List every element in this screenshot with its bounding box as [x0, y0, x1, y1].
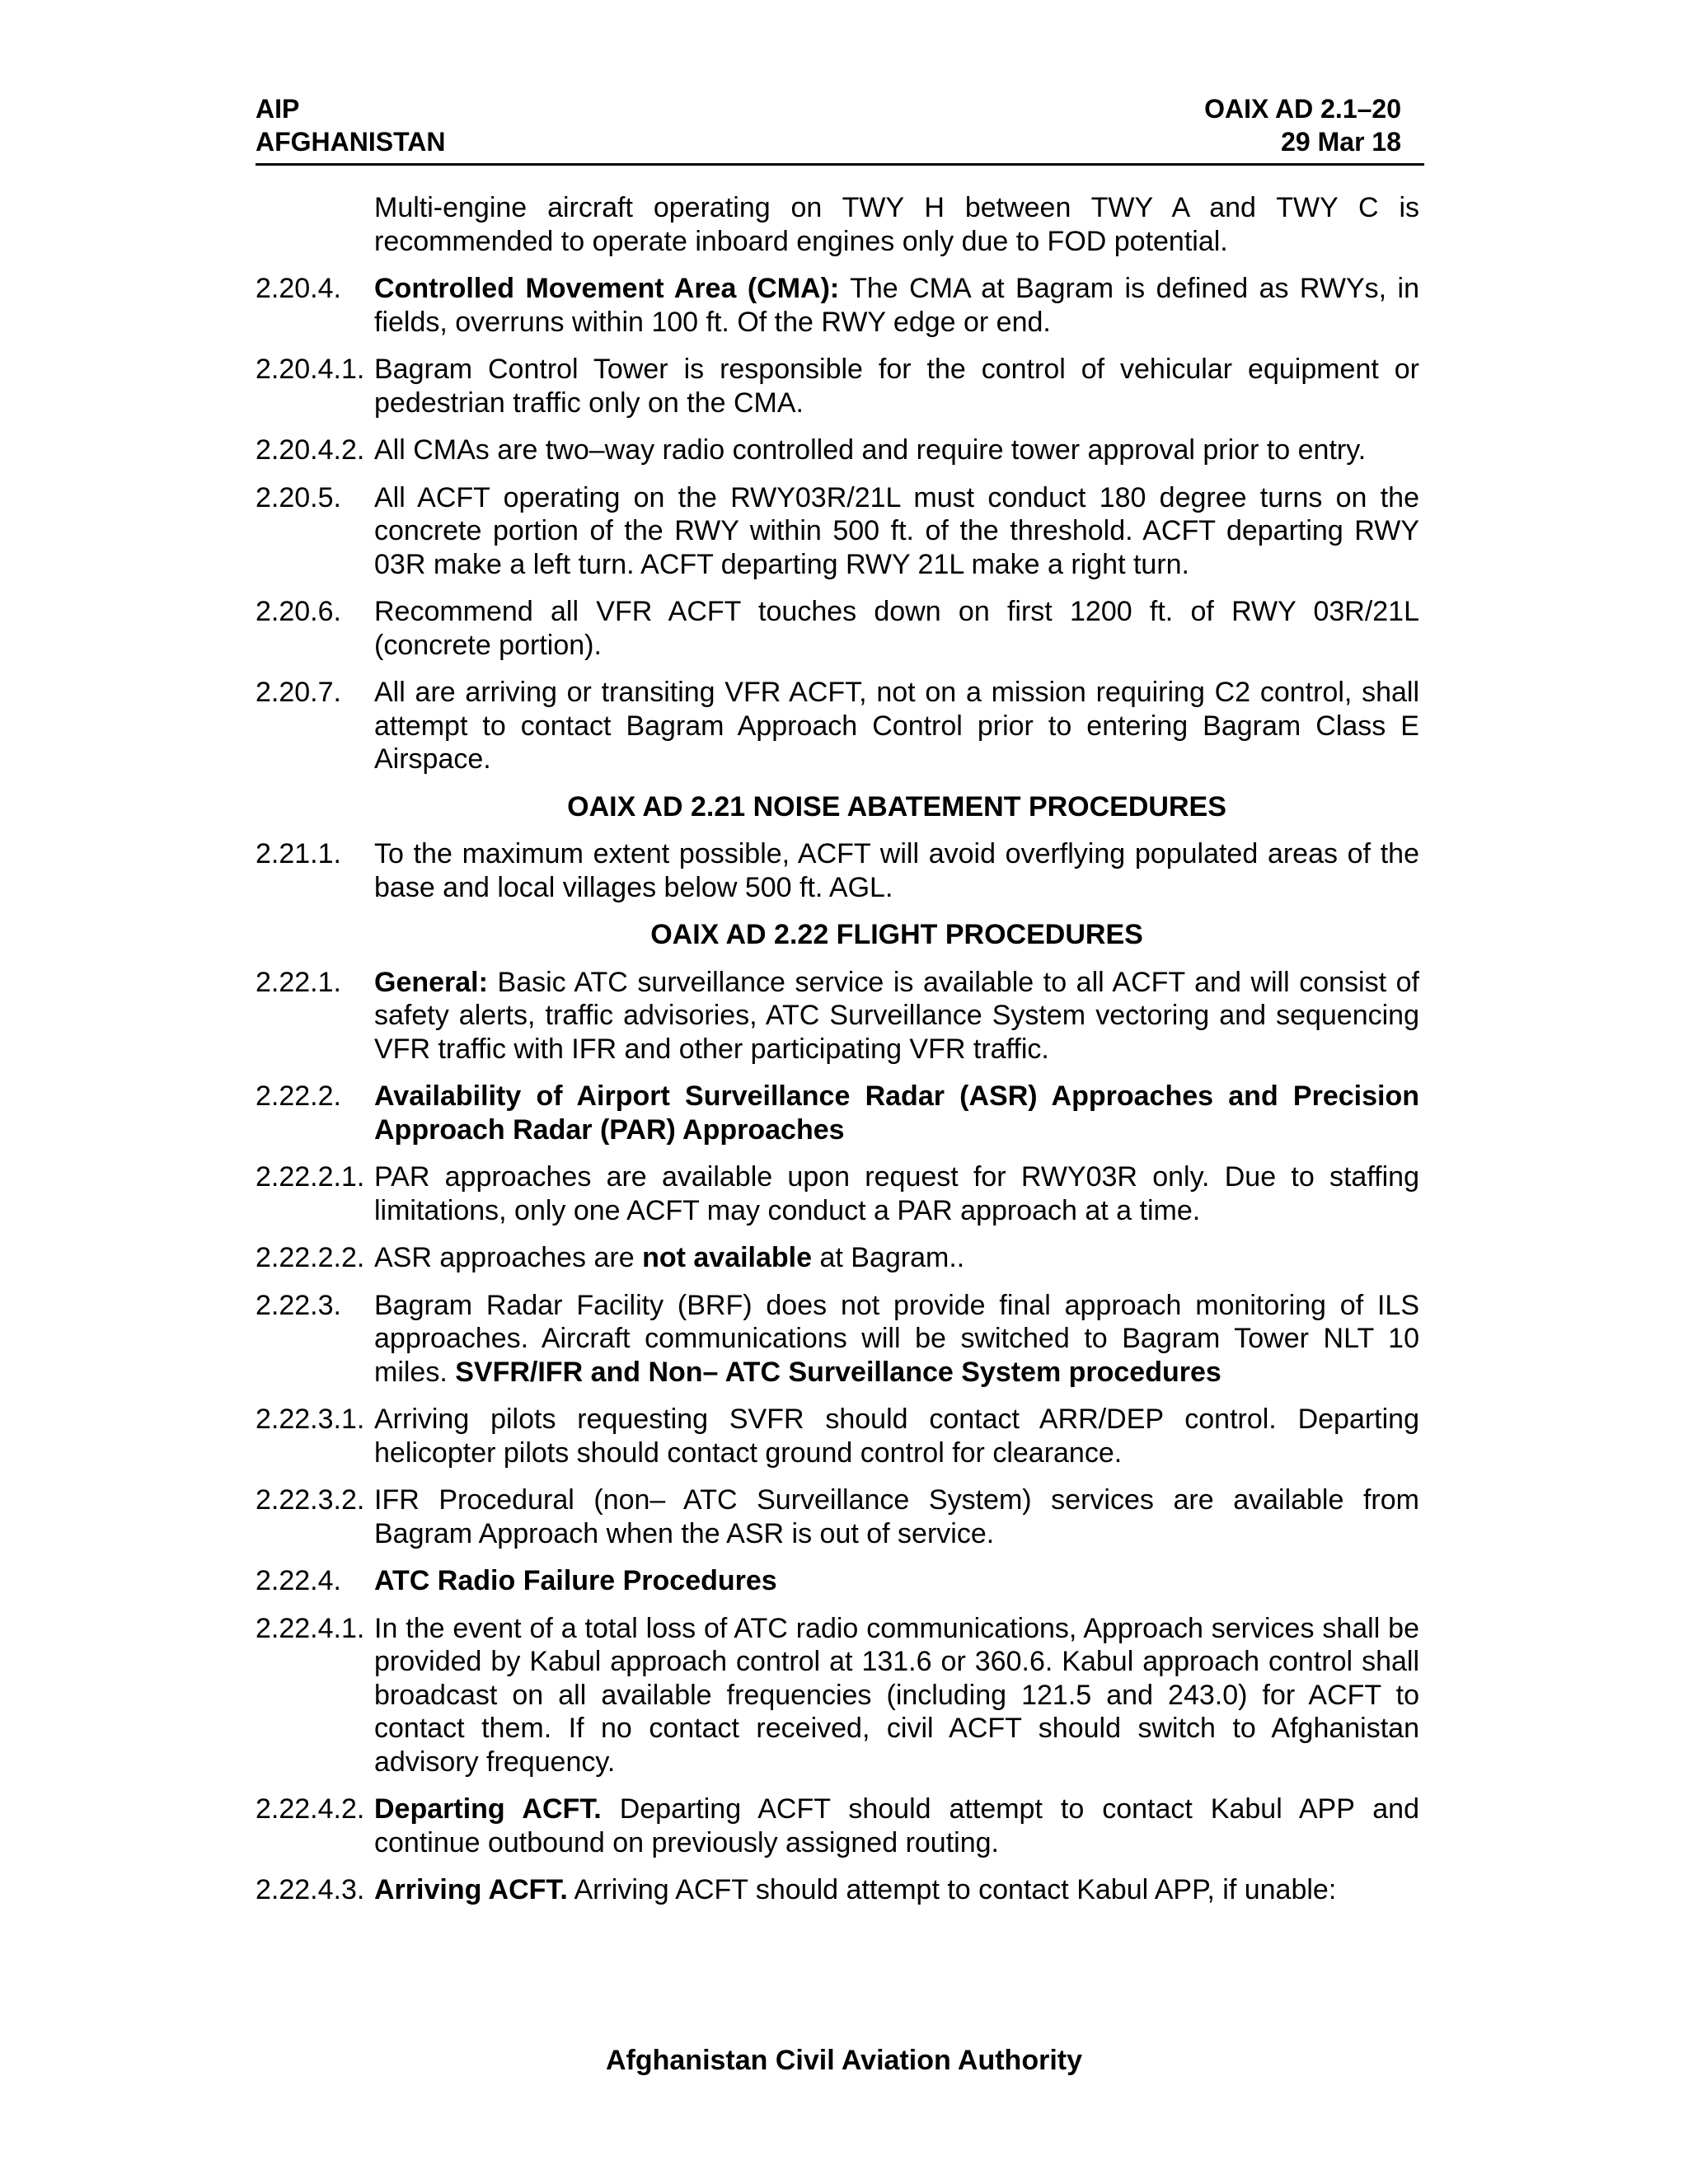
paragraph-bold-title: Availability of Airport Surveillance Radar (ASR) Approaches and Precision Approach Radar (PAR) Approaches: [374, 1080, 1419, 1146]
paragraph-text-end: at Bagram..: [812, 1242, 965, 1273]
paragraph-text: All CMAs are two–way radio controlled and require tower approval prior to entry.: [374, 434, 1367, 466]
country-name: AFGHANISTAN: [256, 127, 446, 157]
paragraph-number: 2.20.5.: [256, 481, 341, 513]
header-right: [1204, 92, 1401, 158]
paragraph-number: 2.22.4.3.: [256, 1874, 365, 1905]
paragraph-2-22-3-1: [256, 1403, 1419, 1469]
paragraph-body: [374, 272, 1419, 339]
paragraph-2-22-2-2: [256, 1241, 1419, 1275]
paragraph-2-20-7: [256, 676, 1419, 776]
section-heading-flight-procedures: OAIX AD 2.22 FLIGHT PROCEDURES: [650, 919, 1143, 950]
paragraph-2-22-1: [256, 966, 1419, 1066]
page-footer: Afghanistan Civil Aviation Authority: [605, 2045, 1083, 2076]
paragraph-body: [374, 1289, 1419, 1390]
paragraph-2-20-4-2: [256, 434, 1419, 467]
paragraph-text: To the maximum extent possible, ACFT will avoid overflying populated areas of the base and local villages below 500 ft. AGL.: [374, 838, 1419, 903]
paragraph-2-20-4-1: [256, 353, 1419, 419]
paragraph-text: Basic ATC surveillance service is available to all ACFT and will consist of safety alerts, traffic advisories, ATC Surveillance System vectoring and sequencing VFR traffic with IFR and other participating VFR traffic.: [374, 966, 1419, 1065]
paragraph-bold-lead: Controlled Movement Area (CMA):: [374, 273, 840, 304]
paragraph-text: Bagram Radar Facility (BRF) does not provide final approach monitoring of ILS approaches. Aircraft communications will be switched to Bagram Tower NLT 10 miles.: [374, 1289, 1419, 1388]
paragraph-2-22-4-3: [256, 1873, 1419, 1907]
effective-date: 29 Mar 18: [1281, 127, 1401, 157]
paragraph-text: All ACFT operating on the RWY03R/21L must conduct 180 degree turns on the concrete portion of the RWY within 500 ft. of the threshold. ACFT departing RWY 03R make a left turn. ACFT departing RWY 21L make a right turn.: [374, 481, 1419, 580]
page-header: [256, 92, 1424, 166]
paragraph-bold-lead: Departing ACFT.: [374, 1793, 602, 1825]
paragraph-number: 2.22.2.1.: [256, 1161, 365, 1193]
paragraph-text: ASR approaches are: [374, 1242, 643, 1273]
paragraph-number: 2.20.4.1.: [256, 354, 365, 385]
paragraph-text: Departing ACFT should attempt to contact Kabul APP and continue outbound on previously assigned routing.: [374, 1793, 1419, 1858]
paragraph-number: 2.22.4.2.: [256, 1793, 365, 1825]
paragraph-2-22-4-2: [256, 1793, 1419, 1859]
section-heading-noise-abatement: OAIX AD 2.21 NOISE ABATEMENT PROCEDURES: [567, 790, 1226, 823]
paragraph-number: 2.20.4.2.: [256, 434, 365, 466]
header-left: [256, 92, 446, 158]
paragraph-continuation: [374, 191, 1419, 258]
paragraph-number: 2.22.2.: [256, 1080, 341, 1112]
paragraph-number: 2.22.3.: [256, 1289, 341, 1321]
paragraph-body: [374, 1564, 1419, 1598]
paragraph-body: [374, 1241, 1419, 1275]
paragraph-number: 2.22.2.2.: [256, 1242, 365, 1273]
paragraph-body: [374, 1873, 1419, 1907]
paragraph-bold-subheading: SVFR/IFR and Non– ATC Surveillance System procedures: [455, 1356, 1221, 1388]
document-body: [256, 191, 1419, 1921]
paragraph-text: Arriving ACFT should attempt to contact Kabul APP, if unable:: [567, 1874, 1337, 1905]
paragraph-number: 2.22.3.2.: [256, 1484, 365, 1516]
paragraph-2-20-4: [256, 272, 1419, 339]
paragraph-number: 2.21.1.: [256, 838, 341, 869]
paragraph-text: Recommend all VFR ACFT touches down on first 1200 ft. of RWY 03R/21L (concrete portion).: [374, 596, 1419, 661]
paragraph-text: Arriving pilots requesting SVFR should contact ARR/DEP control. Departing helicopter pilots should contact ground control for clearance.: [374, 1404, 1419, 1469]
paragraph-2-20-5: [256, 481, 1419, 582]
paragraph-text: PAR approaches are available upon request for RWY03R only. Due to staffing limitations, only one ACFT may conduct a PAR approach at a time.: [374, 1161, 1419, 1226]
paragraph-2-22-3: [256, 1289, 1419, 1390]
paragraph-body: [374, 1793, 1419, 1859]
paragraph-bold-lead: Arriving ACFT.: [374, 1874, 568, 1905]
paragraph-number: 2.20.6.: [256, 596, 341, 627]
paragraph-bold-lead: General:: [374, 966, 488, 998]
paragraph-text: Bagram Control Tower is responsible for the control of vehicular equipment or pedestrian traffic only on the CMA.: [374, 354, 1419, 419]
paragraph-text: All are arriving or transiting VFR ACFT, not on a mission requiring C2 control, shall attempt to contact Bagram Approach Control prior to entering Bagram Class E Airspace.: [374, 677, 1419, 775]
paragraph-number: 2.20.7.: [256, 677, 341, 708]
paragraph-text: In the event of a total loss of ATC radio communications, Approach services shall be provided by Kabul approach control at 131.6 or 360.6. Kabul approach control shall broadcast on all available frequencies (including 121.5 and 243.0) for ACFT to contact them. If no contact received, civil ACFT should switch to Afghanistan advisory frequency.: [374, 1612, 1419, 1778]
paragraph-text: The CMA at Bagram is defined as RWYs, in fields, overruns within 100 ft. Of the RWY edge or end.: [374, 273, 1420, 338]
paragraph-number: 2.22.4.: [256, 1565, 341, 1596]
paragraph-text: Multi-engine aircraft operating on TWY H between TWY A and TWY C is recommended to operate inboard engines only due to FOD potential.: [374, 192, 1419, 257]
page-reference: OAIX AD 2.1–20: [1204, 94, 1401, 124]
publication-name: AIP: [256, 94, 300, 124]
paragraph-text: IFR Procedural (non– ATC Surveillance System) services are available from Bagram Approach when the ASR is out of service.: [374, 1484, 1419, 1549]
paragraph-number: 2.20.4.: [256, 273, 341, 304]
paragraph-number: 2.22.1.: [256, 966, 341, 998]
paragraph-number: 2.22.3.1.: [256, 1404, 365, 1435]
paragraph-body: [374, 966, 1419, 1066]
paragraph-2-22-3-2: [256, 1483, 1419, 1550]
paragraph-2-22-2-1: [256, 1160, 1419, 1227]
paragraph-bold-title: ATC Radio Failure Procedures: [374, 1565, 777, 1596]
paragraph-2-21-1: [256, 837, 1419, 904]
paragraph-bold-emphasis: not available: [642, 1242, 813, 1273]
paragraph-body: [374, 1080, 1419, 1146]
paragraph-2-22-4: [256, 1564, 1419, 1598]
paragraph-2-22-2: [256, 1080, 1419, 1146]
paragraph-number: 2.22.4.1.: [256, 1612, 365, 1644]
paragraph-2-20-6: [256, 595, 1419, 662]
paragraph-2-22-4-1: [256, 1612, 1419, 1779]
